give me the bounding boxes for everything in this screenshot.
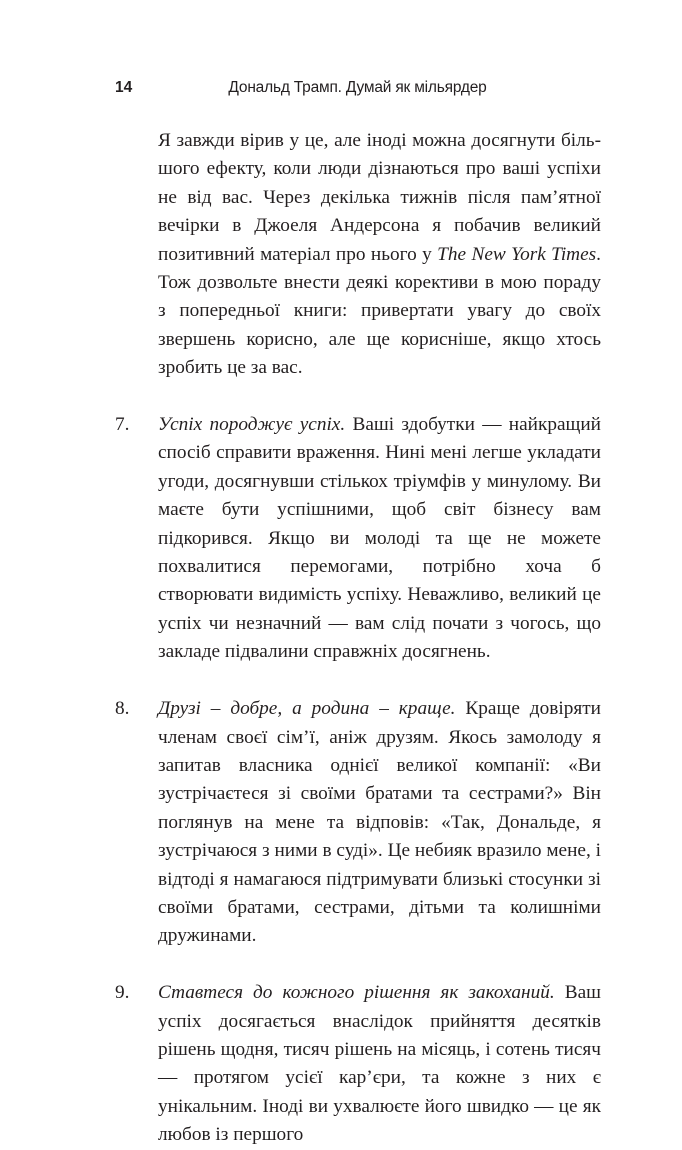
item-text: Ваші здобутки — найкращий спосіб справити враження. Нині мені легше укладати угоди, досягнувши стількох тріумфів у минулому. Ви маєте бути успішними, щоб світ бізнесу вам підкорився. Якщо ви молоді та ще не можете похвалитися перемогами, потрібно хоча б створювати видимість успіху. Неважливо, великий це успіх чи незначний — вам слід почати з чогось, що закладе підвалини справжніх досягнень. — [158, 414, 602, 663]
item-text: Ваш успіх досягається внаслідок прийняття десятків рішень щодня, тисяч рішень на місяць, і сотень тисяч — протягом усієї кар’єри, та кожне з них є унікальним. Іноді ви ухвалюєте його швидко — це як любов із першого — [158, 982, 602, 1146]
list-item-8 — [115, 695, 601, 951]
intro-paragraph — [158, 127, 601, 383]
item-number: 7. — [115, 414, 130, 436]
list-item-9 — [115, 979, 602, 1149]
item-heading: Успіх породжує успіх. — [158, 414, 346, 436]
publication-name: The New York Times — [437, 243, 597, 265]
page-number: 14 — [115, 79, 133, 96]
item-number: 8. — [115, 698, 130, 720]
list-item-7 — [115, 411, 602, 667]
item-text: Краще довіряти членам своєї сім’ї, аніж друзям. Якось замолоду я запитав власника однієї великої компанії: «Ви зустрічаєтеся зі своїми братами та сестрами?» Він поглянув на мене та відповів: «Так, Дональде, я зустрічаюся з ними в суді». Це небияк вразило мене, і відтоді я намагаюся підтримувати близькі стосунки зі своїми братами, сестрами, дітьми та колишніми дружинами. — [158, 698, 601, 947]
item-heading: Друзі – добре, а родина – краще. — [158, 698, 456, 720]
running-header — [115, 76, 600, 100]
book-title: Дональд Трамп. Думай як мільярдер — [228, 79, 487, 96]
body-text — [0, 127, 682, 1150]
intro-text-before: Я завжди вірив у це, але іноді можна досягнути більшого ефекту, коли люди дізнаються про ваші успіхи не від вас. Через декілька тижнів після пам’ятної вечірки в Джоеля Андерсона я побачив великий позитивний матеріал про нього у — [158, 130, 601, 265]
item-number: 9. — [115, 982, 130, 1004]
intro-text-after: . Тож дозвольте внести деякі корективи в мою пораду з попередньої книги: привертати увагу до своїх звершень корисно, але ще корисніше, якщо хтось зробить це за вас. — [158, 243, 601, 379]
item-heading: Ставтеся до кожного рішення як закоханий. — [158, 982, 555, 1004]
